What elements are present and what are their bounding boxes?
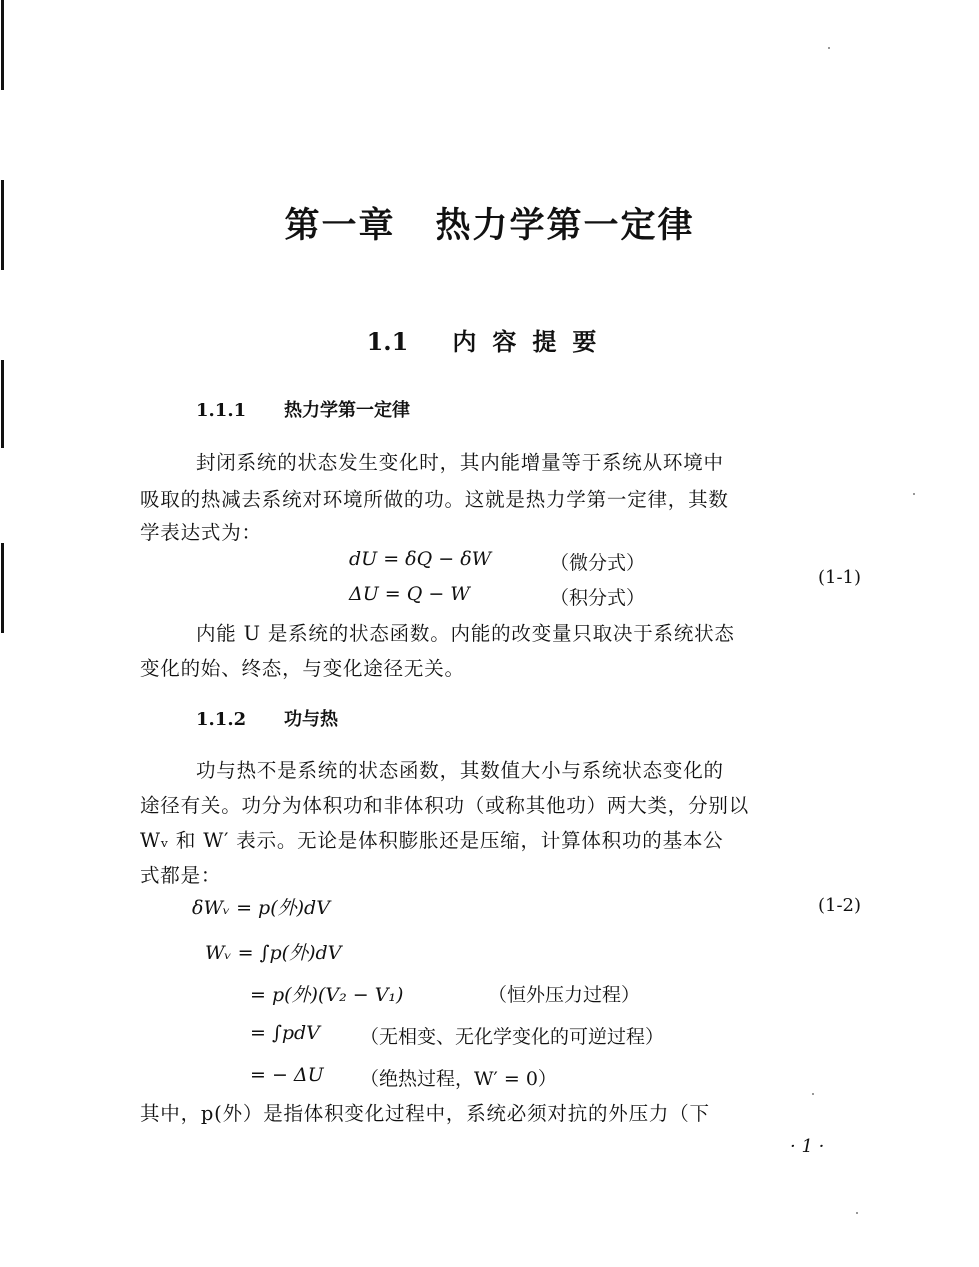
- paragraph-line: 功与热不是系统的状态函数，其数值大小与系统状态变化的: [196, 759, 724, 782]
- paragraph-line: 途径有关。功分为体积功和非体积功（或称其他功）两大类，分别以: [140, 794, 750, 817]
- paragraph-line: 吸取的热减去系统对环境所做的功。这就是热力学第一定律，其数: [140, 488, 729, 511]
- equation-note: （微分式）: [550, 552, 646, 574]
- subsection-number: 1.1.1: [196, 400, 247, 421]
- paragraph-line: 封闭系统的状态发生变化时，其内能增量等于系统从环境中: [196, 451, 724, 474]
- equation-note: （积分式）: [550, 587, 646, 609]
- scan-edge-mark: [1, 543, 4, 633]
- section-number: 1.1: [366, 327, 409, 356]
- scan-speck: [828, 47, 830, 49]
- paragraph-line: 学表达式为：: [140, 521, 262, 544]
- equation-note: （恒外压力过程）: [488, 984, 641, 1006]
- equation-line: = p(外)(V₂ − V₁): [250, 984, 404, 1006]
- paragraph-line: 其中，p(外）是指体积变化过程中，系统必须对抗的外压力（下: [140, 1102, 710, 1125]
- equation-line: dU = δQ − δW: [349, 548, 492, 570]
- chapter-title: [0, 198, 979, 248]
- paragraph-line: 变化的始、终态，与变化途径无关。: [140, 657, 465, 680]
- subsection-number: 1.1.2: [196, 709, 247, 730]
- page-number: · 1 ·: [790, 1136, 825, 1157]
- equation-label: (1-1): [818, 567, 862, 588]
- subsection-heading-1: [196, 396, 410, 422]
- equation-note: （绝热过程，W′ = 0）: [360, 1068, 557, 1090]
- equation-line: Wᵥ = ∫p(外)dV: [205, 942, 342, 964]
- subsection-title: 热力学第一定律: [284, 400, 410, 421]
- paragraph-line: 式都是：: [140, 864, 222, 887]
- section-heading: [0, 322, 979, 357]
- scan-speck: [812, 1093, 814, 1095]
- chapter-number: 第一章: [284, 205, 396, 246]
- subsection-title: 功与热: [284, 709, 338, 730]
- equation-line: = ∫pdV: [250, 1022, 320, 1044]
- equation-note: （无相变、无化学变化的可逆过程）: [360, 1026, 665, 1048]
- scan-edge-mark: [1, 360, 4, 448]
- chapter-name: 热力学第一定律: [435, 205, 695, 246]
- scan-edge-mark: [1, 0, 4, 90]
- equation-line: ΔU = Q − W: [349, 583, 470, 605]
- scan-speck: [913, 493, 915, 495]
- paragraph-line: 内能 U 是系统的状态函数。内能的改变量只取决于系统状态: [196, 622, 735, 645]
- equation-line: = − ΔU: [250, 1064, 324, 1086]
- scan-speck: [856, 1212, 858, 1214]
- equation-label: (1-2): [818, 895, 862, 916]
- subsection-heading-2: [196, 705, 338, 731]
- equation-line: δWᵥ = p(外)dV: [192, 897, 330, 919]
- paragraph-line: Wᵥ 和 W′ 表示。无论是体积膨胀还是压缩，计算体积功的基本公: [140, 829, 724, 852]
- section-title: 内容提要: [452, 327, 613, 356]
